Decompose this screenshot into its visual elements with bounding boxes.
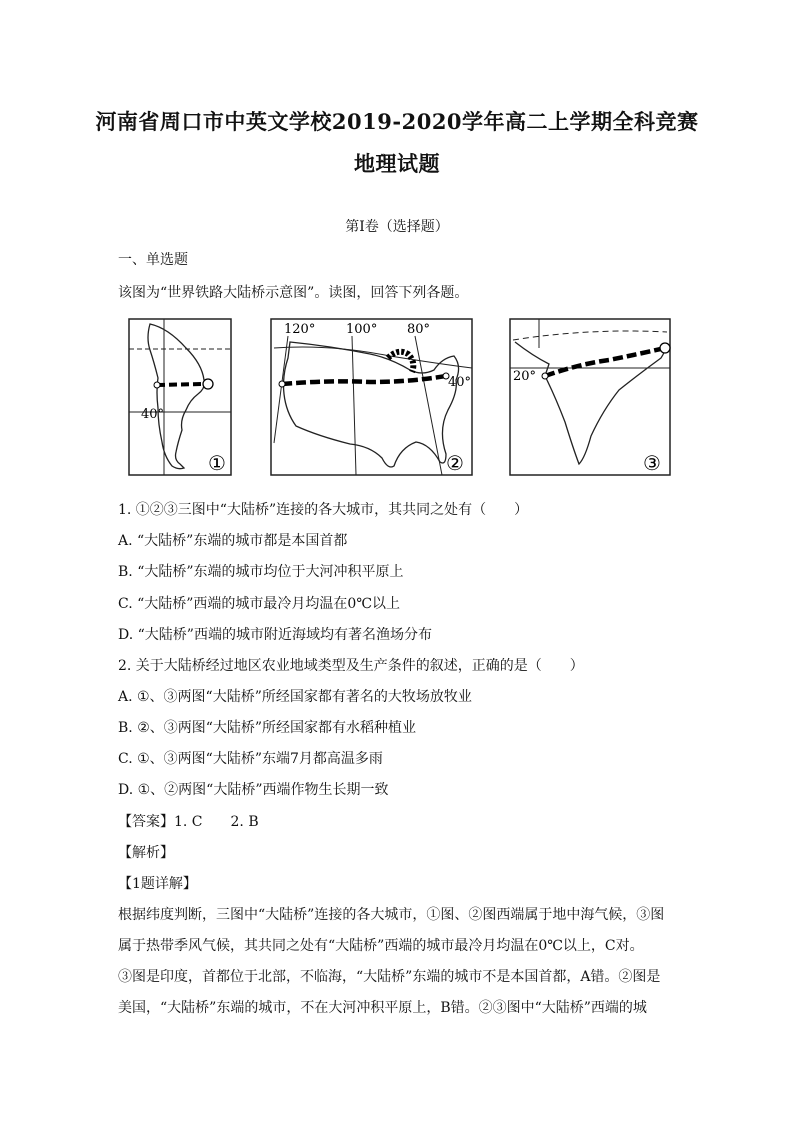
map-south-america — [128, 318, 232, 476]
map2-lat-label: 40° — [448, 375, 472, 390]
map-united-states — [270, 318, 473, 476]
question-1-option-a: A. “大陆桥”东端的城市都是本国首都 — [118, 533, 348, 549]
question-2-stem: 2. 关于大陆桥经过地区农业地域类型及生产条件的叙述，正确的是（ ） — [118, 658, 584, 674]
analysis-line-4: 美国，“大陆桥”东端的城市，不在大河冲积平原上，B错。②③图中“大陆桥”西端的城 — [118, 1000, 647, 1016]
map1-number: ① — [208, 451, 226, 475]
question-2-option-c: C. ①、③两图“大陆桥”东端7月都高温多雨 — [118, 751, 383, 767]
land-bridge-figure — [118, 318, 678, 478]
question-1-option-b: B. “大陆桥”东端的城市均位于大河冲积平原上 — [118, 564, 404, 580]
question-1-option-d: D. “大陆桥”西端的城市附近海域均有著名渔场分布 — [118, 627, 432, 643]
question-2-option-a: A. ①、③两图“大陆桥”所经国家都有著名的大牧场放牧业 — [118, 689, 472, 705]
volume-heading: 第Ⅰ卷（选择题） — [345, 219, 449, 235]
map-india — [509, 318, 671, 476]
question-1-stem: 1. ①②③三图中“大陆桥”连接的各大城市，其共同之处有（ ） — [118, 502, 529, 518]
map2-lon-label-100: 100° — [346, 322, 378, 337]
answer-value: 1. C 2. B — [174, 814, 259, 830]
analysis-line-1: 根据纬度判断，三图中“大陆桥”连接的各大城市，①图、②图西端属于地中海气候，③图 — [118, 907, 665, 923]
analysis-line-2: 属于热带季风气候，其共同之处有“大陆桥”西端的城市最冷月均温在0℃以上，C对。 — [118, 938, 644, 954]
map2-lon-label-120: 120° — [284, 322, 316, 337]
document-subtitle: 地理试题 — [354, 151, 440, 176]
analysis-q1-label: 【1题详解】 — [118, 876, 197, 892]
document-title: 河南省周口市中英文学校2019-2020学年高二上学期全科竞赛 — [95, 109, 699, 134]
map3-number: ③ — [643, 451, 661, 475]
answer-label: 【答案】 — [118, 814, 174, 830]
analysis-label: 【解析】 — [118, 845, 174, 861]
question-2-option-b: B. ②、③两图“大陆桥”所经国家都有水稻种植业 — [118, 720, 417, 736]
section-intro: 该图为“世界铁路大陆桥示意图”。读图，回答下列各题。 — [118, 285, 469, 301]
map3-lat-label: 20° — [513, 369, 537, 384]
map2-number: ② — [446, 451, 464, 475]
map2-lon-label-80: 80° — [407, 322, 431, 337]
section-heading: 一、单选题 — [118, 252, 188, 268]
answer-line — [118, 811, 259, 831]
question-2-option-d: D. ①、②两图“大陆桥”西端作物生长期一致 — [118, 782, 389, 798]
analysis-line-3: ③图是印度，首都位于北部，不临海，“大陆桥”东端的城市不是本国首都，A错。②图是 — [118, 969, 661, 985]
question-1-option-c: C. “大陆桥”西端的城市最冷月均温在0℃以上 — [118, 596, 400, 612]
map1-lat-label: 40° — [141, 407, 165, 422]
